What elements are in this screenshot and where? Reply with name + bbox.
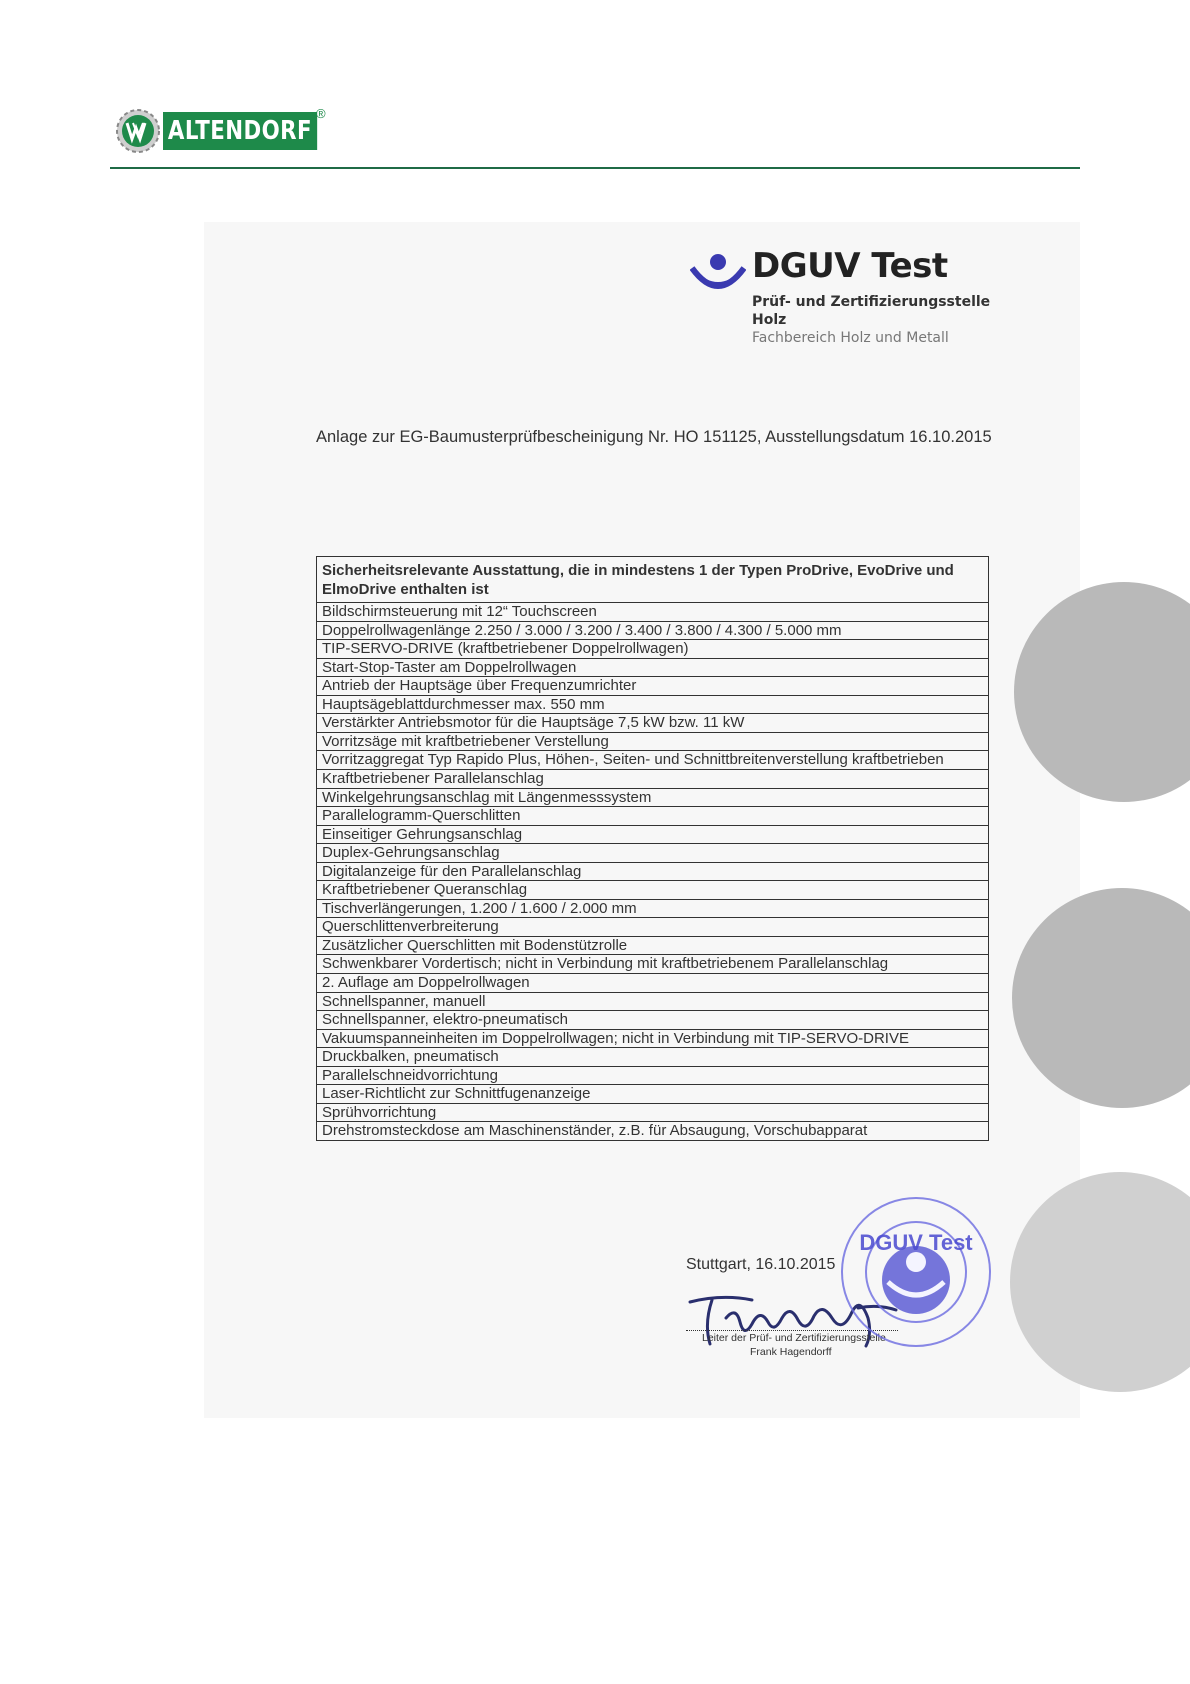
equipment-item: Schwenkbarer Vordertisch; nicht in Verbindung mit kraftbetriebenem Parallelanschlag [317,955,989,974]
equipment-item: Querschlittenverbreiterung [317,918,989,937]
equipment-item: Schnellspanner, manuell [317,992,989,1011]
equipment-item: Winkelgehrungsanschlag mit Längenmesssystem [317,788,989,807]
table-row [317,1048,989,1067]
equipment-item: Start-Stop-Taster am Doppelrollwagen [317,658,989,677]
signatory-name: Frank Hagendorff [750,1346,832,1358]
place-date: Stuttgart, 16.10.2015 [686,1256,836,1273]
brand-wordmark: ALTENDORF [163,112,317,150]
equipment-item: Bildschirmsteuerung mit 12“ Touchscreen [317,603,989,622]
dguv-line-3: Fachbereich Holz und Metall [752,330,949,346]
equipment-item: Laser-Richtlicht zur Schnittfugenanzeige [317,1085,989,1104]
table-row [317,695,989,714]
scan-shadow-circle-bottom [1010,1172,1190,1392]
table-row [317,825,989,844]
signatory-role: Leiter der Prüf- und Zertifizierungsstelle [702,1332,886,1344]
equipment-item: Digitalanzeige für den Parallelanschlag [317,862,989,881]
table-row [317,992,989,1011]
table-row [317,658,989,677]
header-rule [110,167,1080,169]
table-row [317,1066,989,1085]
equipment-item: Einseitiger Gehrungsanschlag [317,825,989,844]
scan-shadow-circle-middle [1012,888,1190,1108]
table-row [317,603,989,622]
dguv-line-1: Prüf- und Zertifizierungsstelle [752,294,991,310]
equipment-item: Parallelschneidvorrichtung [317,1066,989,1085]
equipment-item: Druckbalken, pneumatisch [317,1048,989,1067]
equipment-item: TIP-SERVO-DRIVE (kraftbetriebener Doppelrollwagen) [317,640,989,659]
table-row [317,788,989,807]
equipment-item: Parallelogramm-Querschlitten [317,807,989,826]
gear-logo-icon [115,108,161,154]
equipment-item: Duplex-Gehrungsanschlag [317,844,989,863]
table-row [317,714,989,733]
equipment-table [316,556,989,1141]
equipment-item: Vorritzsäge mit kraftbetriebener Verstellung [317,732,989,751]
equipment-item: Kraftbetriebener Queranschlag [317,881,989,900]
document-heading: Anlage zur EG-Baumusterprüfbescheinigung Nr. HO 151125, Ausstellungsdatum 16.10.2015 [316,428,992,446]
dguv-title: DGUV Test [752,246,948,286]
equipment-item: Doppelrollwagenlänge 2.250 / 3.000 / 3.200 / 3.400 / 3.800 / 4.300 / 5.000 mm [317,621,989,640]
table-row [317,640,989,659]
table-row [317,1122,989,1141]
table-row [317,1011,989,1030]
registered-mark: ® [316,106,326,121]
table-row [317,1103,989,1122]
equipment-item: Kraftbetriebener Parallelanschlag [317,770,989,789]
table-header-row [317,557,989,603]
equipment-item: Sprühvorrichtung [317,1103,989,1122]
equipment-item: Schnellspanner, elektro-pneumatisch [317,1011,989,1030]
scan-shadow-circle-top [1014,582,1190,802]
table-header-cell: Sicherheitsrelevante Ausstattung, die in mindestens 1 der Typen ProDrive, EvoDrive und ElmoDrive enthalten ist [317,557,989,603]
table-row [317,1029,989,1048]
table-row [317,1085,989,1104]
table-row [317,974,989,993]
table-row [317,844,989,863]
table-row [317,621,989,640]
table-row [317,918,989,937]
equipment-item: Drehstromsteckdose am Maschinenständer, z.B. für Absaugung, Vorschubapparat [317,1122,989,1141]
table-row [317,751,989,770]
table-row [317,899,989,918]
equipment-item: Vorritzaggregat Typ Rapido Plus, Höhen-, Seiten- und Schnittbreitenverstellung kraftbetrieben [317,751,989,770]
equipment-item: Zusätzlicher Querschlitten mit Bodenstützrolle [317,936,989,955]
table-row [317,936,989,955]
dguv-line-2: Holz [752,312,787,328]
equipment-item: Tischverlängerungen, 1.200 / 1.600 / 2.000 mm [317,899,989,918]
table-row [317,677,989,696]
table-row [317,881,989,900]
stamp-inner-text: DGUV Test [859,1230,973,1255]
dguv-symbol-icon [690,252,746,292]
table-row [317,955,989,974]
equipment-item: 2. Auflage am Doppelrollwagen [317,974,989,993]
table-row [317,807,989,826]
equipment-item: Verstärkter Antriebsmotor für die Hauptsäge 7,5 kW bzw. 11 kW [317,714,989,733]
table-row [317,732,989,751]
table-row [317,770,989,789]
equipment-item: Vakuumspanneinheiten im Doppelrollwagen; nicht in Verbindung mit TIP-SERVO-DRIVE [317,1029,989,1048]
table-row [317,862,989,881]
equipment-item: Hauptsägeblattdurchmesser max. 550 mm [317,695,989,714]
certification-stamp [836,1192,996,1352]
equipment-item: Antrieb der Hauptsäge über Frequenzumrichter [317,677,989,696]
